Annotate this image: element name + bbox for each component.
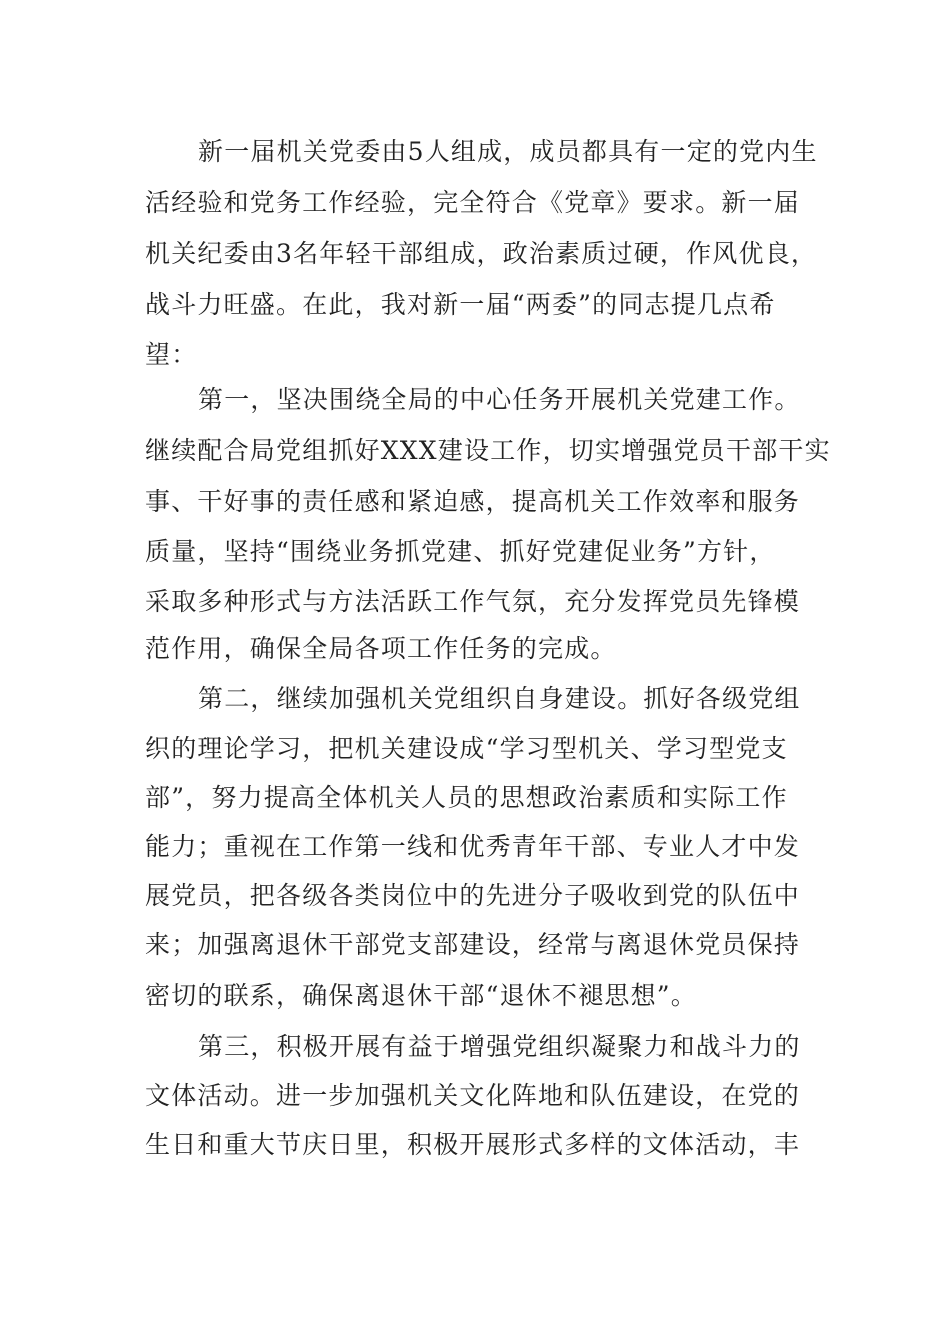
text-line: 活经验和党务工作经验，完全符合《党章》要求。新一届 <box>145 188 801 217</box>
text-line: 继续配合局党组抓好XXX建设工作，切实增强党员干部干实 <box>145 436 831 465</box>
text-line: 战斗力旺盛。在此，我对新一届“两委”的同志提几点希 <box>145 290 776 319</box>
text-line: 事、干好事的责任感和紧迫感，提高机关工作效率和服务 <box>145 487 801 516</box>
text-line: 来；加强离退休干部党支部建设，经常与离退休党员保持 <box>145 930 801 959</box>
text-line: 能力；重视在工作第一线和优秀青年干部、专业人才中发 <box>145 832 801 861</box>
text-line: 望： <box>145 340 198 369</box>
text-line: 范作用，确保全局各项工作任务的完成。 <box>145 634 617 663</box>
text-line: 第一，坚决围绕全局的中心任务开展机关党建工作。 <box>198 385 801 414</box>
text-line: 第三，积极开展有益于增强党组织凝聚力和战斗力的 <box>198 1032 801 1061</box>
text-line: 文体活动。进一步加强机关文化阵地和队伍建设，在党的 <box>145 1081 801 1110</box>
text-line: 部”，努力提高全体机关人员的思想政治素质和实际工作 <box>145 783 788 812</box>
text-line: 展党员，把各级各类岗位中的先进分子吸收到党的队伍中 <box>145 881 801 910</box>
text-line: 织的理论学习，把机关建设成“学习型机关、学习型党支 <box>145 734 788 763</box>
text-line: 质量，坚持“围绕业务抓党建、抓好党建促业务”方针， <box>145 537 776 566</box>
text-line: 密切的联系，确保离退休干部“退休不褪思想”。 <box>145 981 697 1010</box>
text-line: 新一届机关党委由5人组成，成员都具有一定的党内生 <box>198 137 818 166</box>
text-line: 第二，继续加强机关党组织自身建设。抓好各级党组 <box>198 684 801 713</box>
text-line: 机关纪委由3名年轻干部组成，政治素质过硬，作风优良， <box>145 239 818 268</box>
text-line: 生日和重大节庆日里，积极开展形式多样的文体活动，丰 <box>145 1130 801 1159</box>
text-line: 采取多种形式与方法活跃工作气氛，充分发挥党员先锋模 <box>145 587 801 616</box>
